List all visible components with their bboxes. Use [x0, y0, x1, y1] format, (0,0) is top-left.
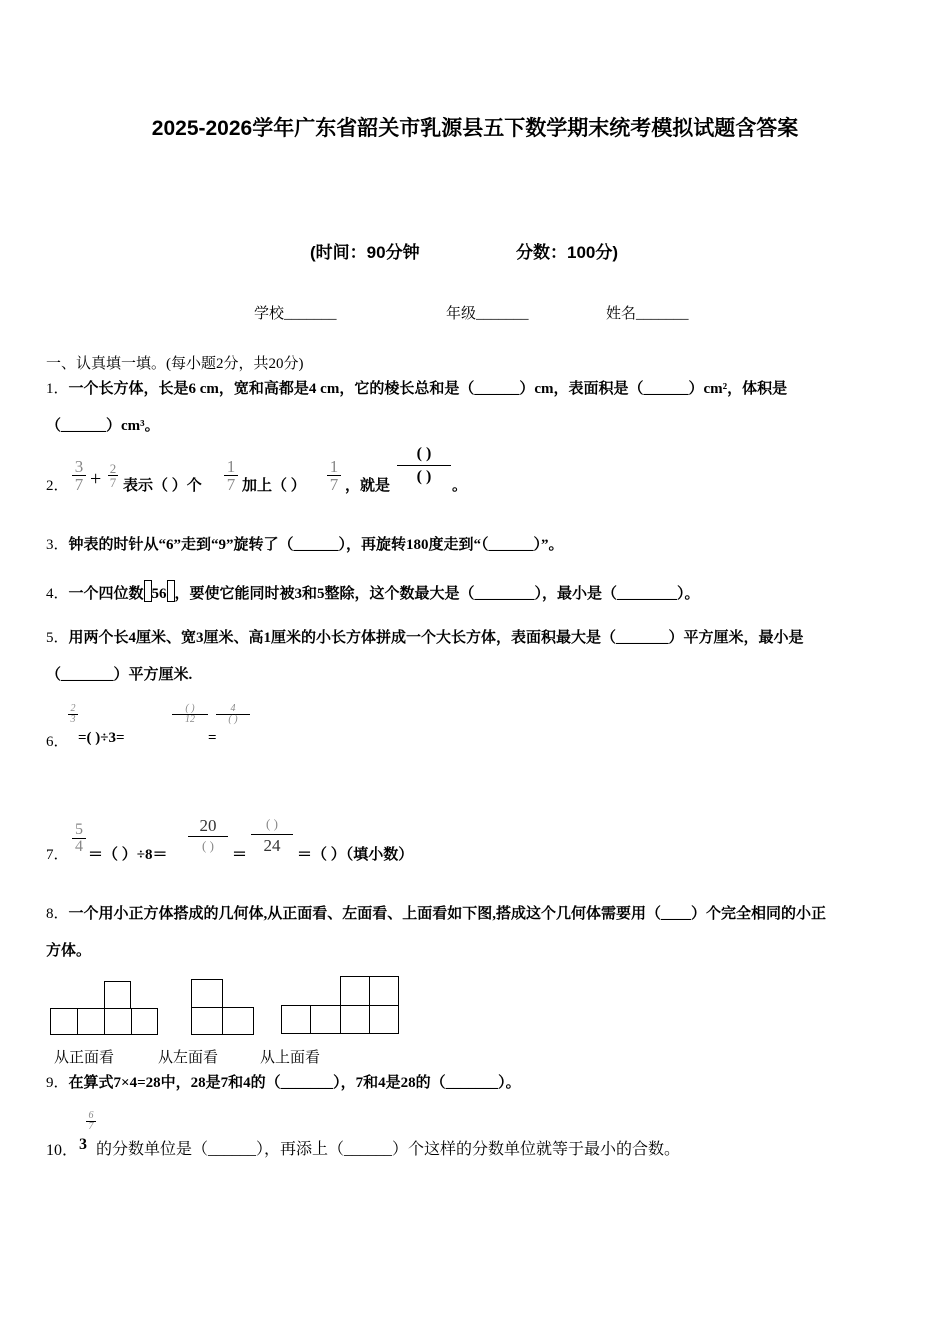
cube-square	[310, 1005, 341, 1034]
question-5: 5．用两个长4厘米、宽3厘米、高1厘米的小长方体拼成一个大长方体，表面积最大是（_______）平方厘米，最小是	[46, 630, 804, 646]
cube-square	[281, 1005, 311, 1034]
question-4: 4．一个四位数 56 ，要使它能同时被3和5整除，这个数最大是（________），最小是（________）。	[46, 580, 700, 603]
question-1	[46, 377, 787, 398]
fraction: 20 ( )	[188, 817, 228, 852]
equation: =( )÷3=	[78, 730, 125, 746]
front-view-figure	[50, 981, 158, 1036]
equation: ＝	[232, 847, 248, 863]
fraction: ( ) 12	[172, 704, 208, 725]
cube-square	[369, 1005, 399, 1034]
question-text: 钟表的时针从“6”走到“9”旋转了（______），再旋转180度走到“（______）”。	[68, 537, 564, 553]
question-text: 表示（ ）个	[123, 478, 202, 494]
exam-score: 分数：100分)	[516, 243, 619, 262]
cube-square	[104, 981, 131, 1009]
cube-square	[369, 976, 399, 1006]
equation: =	[208, 730, 217, 746]
left-view-figure	[191, 979, 255, 1036]
question-text: 加上（ ）	[242, 478, 306, 494]
question-number: 1．	[46, 381, 69, 397]
mixed-number-whole: 3	[79, 1136, 87, 1153]
page-title: 2025-2026学年广东省韶关市乳源县五下数学期末统考模拟试题含答案	[151, 117, 799, 140]
fraction: 6 7	[86, 1111, 96, 1132]
fraction: 2 7	[109, 461, 117, 490]
fraction: 1 7	[224, 458, 238, 493]
question-9: 9．在算式7×4=28中，28是7和4的（_______），7和4是28的（_______）。	[46, 1075, 521, 1091]
fraction: 4 ( )	[216, 704, 250, 725]
question-7-number: 7．	[46, 847, 69, 863]
question-3: 3．钟表的时针从“6”走到“9”旋转了（______），再旋转180度走到“（______）”。	[46, 537, 564, 553]
left-view-label: 从左面看	[158, 1050, 219, 1066]
question-6-number: 6．	[46, 734, 69, 750]
question-10-number: 10．	[46, 1142, 79, 1159]
cube-square	[77, 1008, 105, 1035]
fraction: 2 3	[68, 704, 78, 725]
equation: ＝（ ）（填小数）	[297, 847, 414, 863]
exam-time: (时间：90分钟	[310, 243, 420, 262]
cube-square	[340, 1005, 370, 1034]
question-1-cont: （______）cm³。	[46, 418, 160, 434]
front-view-label: 从正面看	[54, 1050, 115, 1066]
fraction: 3 7	[72, 458, 86, 493]
cube-square	[222, 1007, 254, 1035]
blank-box	[144, 580, 152, 602]
plus-sign: +	[90, 468, 102, 490]
cube-square	[50, 1008, 78, 1035]
fraction: 5 4	[72, 822, 86, 855]
question-8: 8．一个用小正方体搭成的几何体,从正面看、左面看、上面看如下图,搭成这个几何体需要用（____）个完全相同的小正	[46, 906, 827, 922]
cube-square	[340, 976, 370, 1006]
school-field: 学校_______	[254, 306, 337, 322]
question-text: ，就是	[345, 478, 391, 494]
equation: ＝（ ）÷8＝	[88, 847, 168, 863]
question-text: 的分数单位是（______），再添上（______）个这样的分数单位就等于最小的合数。	[96, 1141, 681, 1158]
fraction: 1 7	[327, 458, 341, 493]
fraction: ( ) 24	[251, 817, 293, 854]
top-view-label: 从上面看	[260, 1050, 321, 1066]
top-view-figure	[281, 976, 399, 1035]
cube-square	[191, 1007, 223, 1035]
grade-field: 年级_______	[446, 306, 529, 322]
section-heading: 一、认真填一填。(每小题2分，共20分)	[46, 356, 304, 372]
blank-box	[167, 580, 175, 602]
cube-square	[104, 1008, 132, 1035]
cube-square	[131, 1008, 158, 1035]
cube-square	[191, 979, 223, 1008]
name-field: 姓名_______	[606, 306, 689, 322]
answer-fraction: ( ) ( )	[397, 446, 451, 485]
question-2-number: 2．	[46, 478, 69, 494]
question-5-cont: （_______）平方厘米.	[46, 667, 193, 683]
question-text: 一个长方体，长是6 cm，宽和高都是4 cm，它的棱长总和是（______）cm，表面积是（______）cm²，体积是	[68, 381, 788, 397]
question-8-cont: 方体。	[46, 943, 92, 959]
question-text: 。	[452, 478, 468, 494]
